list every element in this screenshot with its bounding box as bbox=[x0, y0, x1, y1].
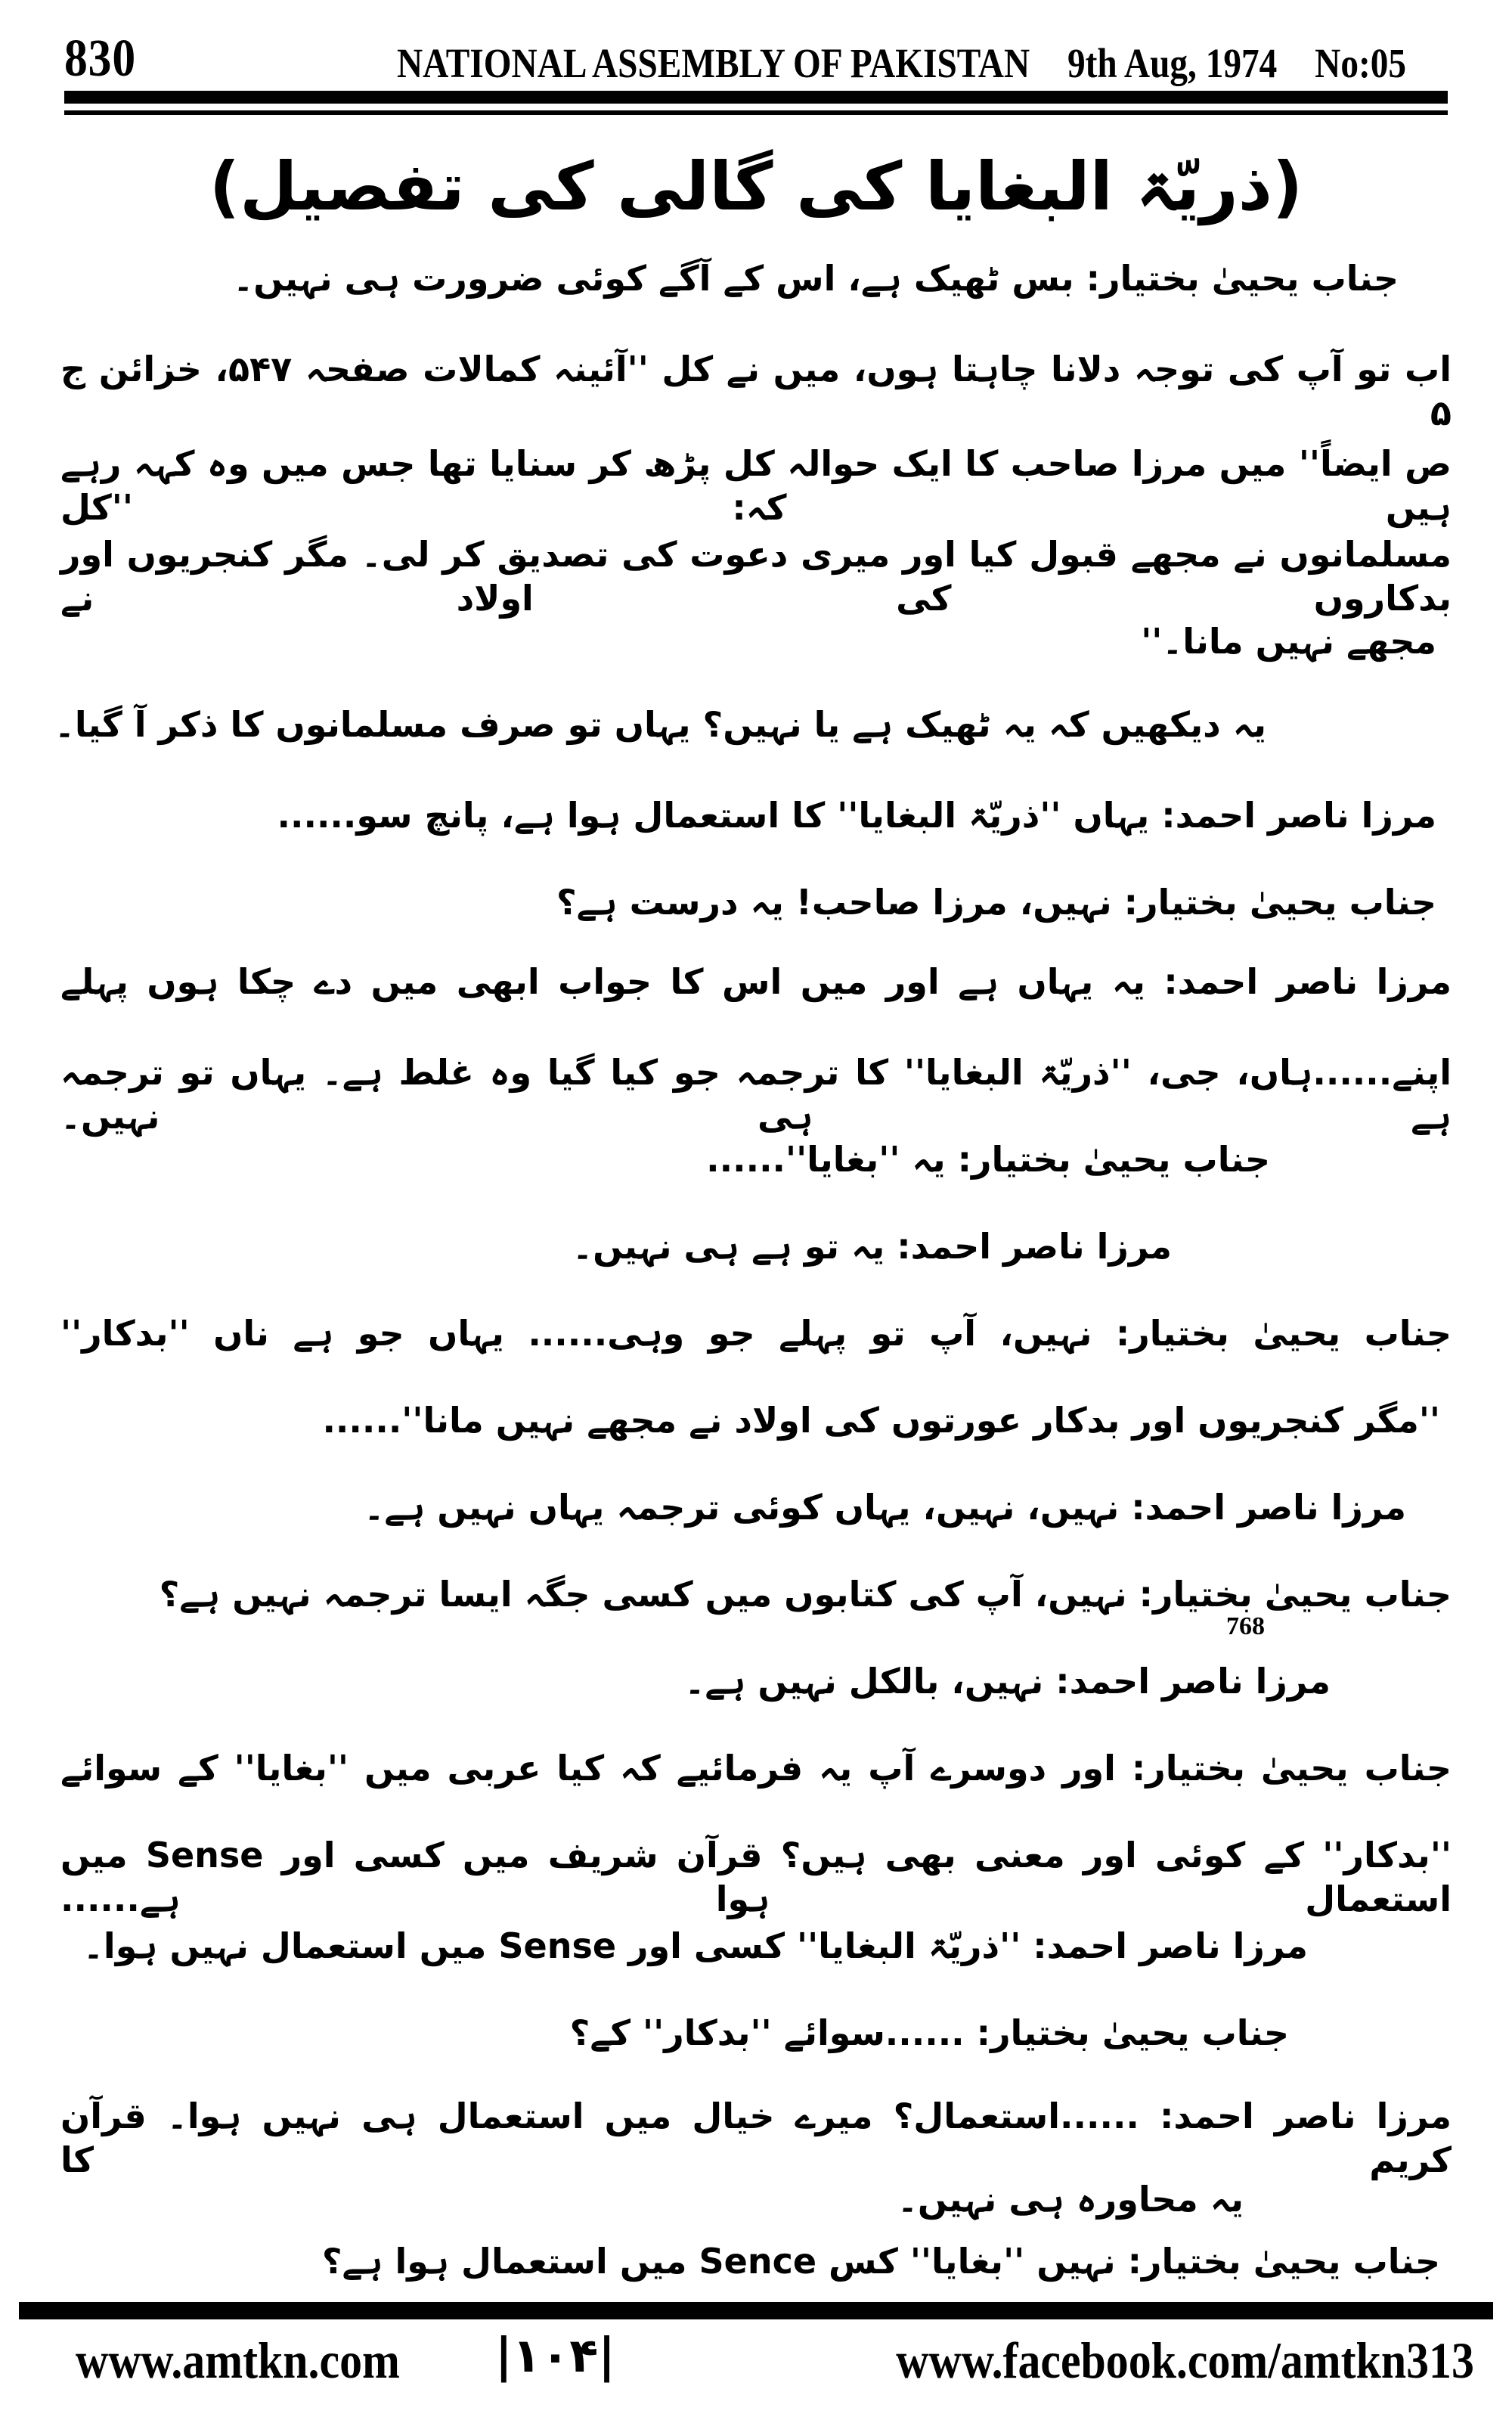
header-rule-thin bbox=[64, 110, 1448, 115]
text-line-21: جناب یحییٰ بختیار: ......سوائے ''بدکار'' کے؟ bbox=[569, 2012, 1289, 2053]
text-line-14: ''مگر کنجریوں اور بدکار عورتوں کی اولاد نے مجھے نہیں مانا''...... bbox=[322, 1400, 1440, 1441]
text-line-15: مرزا ناصر احمد: نہیں، نہیں، یہاں کوئی ترجمہ یہاں نہیں ہے۔ bbox=[364, 1487, 1406, 1528]
text-line-3: ص ایضاً'' میں مرزا صاحب کا ایک حوالہ کل پڑھ کر سنایا تھا جس میں وہ کہہ رہے ہیں کہ: ''کل bbox=[60, 443, 1452, 528]
text-line-22: مرزا ناصر احمد: ......استعمال؟ میرے خیال میں استعمال ہی نہیں ہوا۔ قرآن کریم کا bbox=[60, 2096, 1452, 2180]
text-line-7: مرزا ناصر احمد: یہاں ''ذریّۃ البغایا'' کا استعمال ہوا ہے، پانچ سو...... bbox=[277, 795, 1436, 836]
page-header bbox=[397, 39, 1406, 87]
footer-right-url: www.facebook.com/amtkn313 bbox=[896, 2332, 1474, 2389]
page-number: 830 bbox=[64, 29, 137, 88]
text-line-20: مرزا ناصر احمد: ''ذریّۃ البغایا'' کسی اور Sense میں استعمال نہیں ہوا۔ bbox=[82, 1925, 1308, 1966]
text-line-18: جناب یحییٰ بختیار: اور دوسرے آپ یہ فرمائیے کہ کیا عربی میں ''بغایا'' کے سوائے bbox=[60, 1748, 1452, 1789]
text-line-4: مسلمانوں نے مجھے قبول کیا اور میری دعوت کی تصدیق کر لی۔ مگر کنجریوں اور بدکاروں کی اولاد نے bbox=[60, 534, 1452, 619]
text-line-24: جناب یحییٰ بختیار: نہیں ''بغایا'' کس Sence میں استعمال ہوا ہے؟ bbox=[321, 2241, 1440, 2282]
text-line-13: جناب یحییٰ بختیار: نہیں، آپ تو پہلے جو وہی...... یہاں جو ہے ناں ''بدکار'' bbox=[60, 1313, 1452, 1354]
text-line-16: جناب یحییٰ بختیار: نہیں، آپ کی کتابوں میں کسی جگہ ایسا ترجمہ نہیں ہے؟ bbox=[159, 1574, 1452, 1615]
text-line-10: اپنے......ہاں، جی، ''ذریّۃ البغایا'' کا ترجمہ جو کیا گیا وہ غلط ہے۔ یہاں تو ترجمہ ہے ہی نہیں۔ bbox=[60, 1052, 1452, 1137]
text-line-1: جناب یحییٰ بختیار: بس ٹھیک ہے، اس کے آگے کوئی ضرورت ہی نہیں۔ bbox=[233, 258, 1399, 299]
text-line-2: اب تو آپ کی توجہ دلانا چاہتا ہوں، میں نے کل ''آئینہ کمالات صفحہ ۵۴۷، خزائن ج ۵ bbox=[60, 349, 1452, 433]
text-line-6: یہ دیکھیں کہ یہ ٹھیک ہے یا نہیں؟ یہاں تو صرف مسلمانوں کا ذکر آ گیا۔ bbox=[54, 704, 1266, 745]
header-rule-thick bbox=[64, 91, 1448, 104]
footer-left-url: www.amtkn.com bbox=[76, 2332, 400, 2389]
header-date: 9th Aug, 1974 bbox=[1067, 40, 1278, 86]
assembly-title: NATIONAL ASSEMBLY OF PAKISTAN bbox=[397, 40, 1030, 86]
text-line-9: مرزا ناصر احمد: یہ یہاں ہے اور میں اس کا جواب ابھی میں دے چکا ہوں پہلے bbox=[60, 961, 1452, 1002]
text-line-19: ''بدکار'' کے کوئی اور معنی بھی ہیں؟ قرآن شریف میں کسی اور Sense میں استعمال ہوا ہے...... bbox=[60, 1835, 1452, 1919]
section-title: (ذریّۃ البغایا کی گالی کی تفصیل) bbox=[209, 147, 1303, 225]
header-issue-number: No:05 bbox=[1315, 40, 1407, 86]
text-line-8: جناب یحییٰ بختیار: نہیں، مرزا صاحب! یہ درست ہے؟ bbox=[556, 882, 1436, 923]
text-line-11: جناب یحییٰ بختیار: یہ ''بغایا''...... bbox=[706, 1139, 1270, 1180]
footnote-marker: 768 bbox=[1226, 1612, 1265, 1640]
footer-rule bbox=[19, 2302, 1493, 2319]
text-line-23: یہ محاورہ ہی نہیں۔ bbox=[897, 2179, 1244, 2220]
text-line-17: مرزا ناصر احمد: نہیں، بالکل نہیں ہے۔ bbox=[684, 1661, 1331, 1702]
text-line-5: مجھے نہیں مانا۔'' bbox=[1141, 621, 1436, 662]
footer-page-number: |۱۰۴| bbox=[495, 2328, 615, 2383]
text-line-12: مرزا ناصر احمد: یہ تو ہے ہی نہیں۔ bbox=[572, 1226, 1172, 1267]
